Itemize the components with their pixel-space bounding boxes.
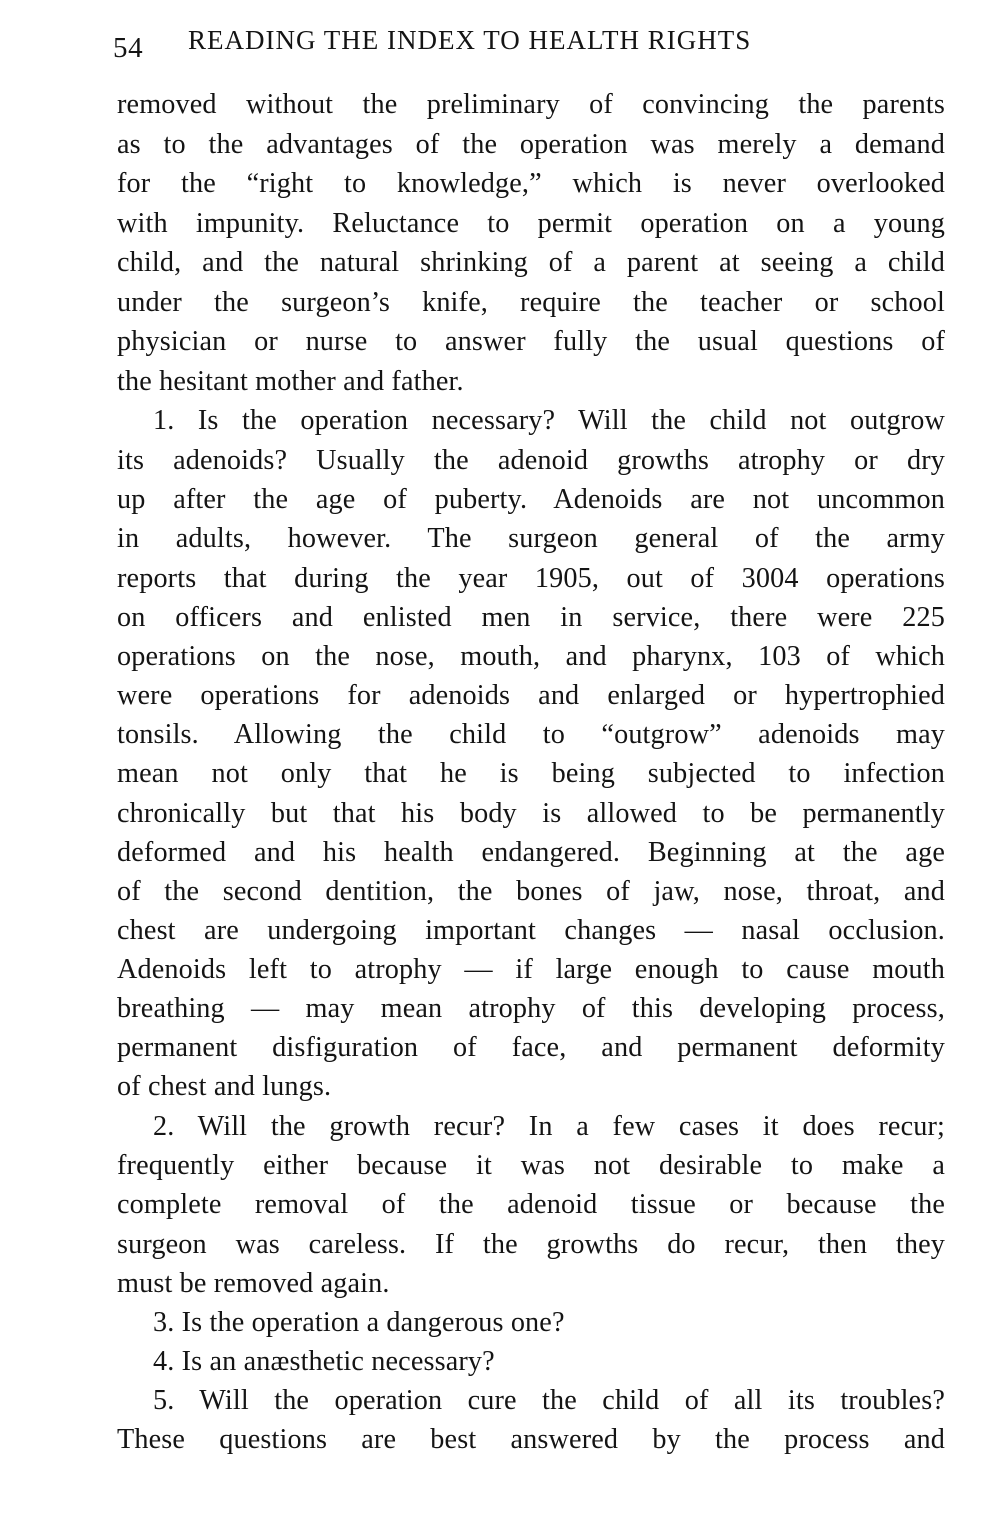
text-line: as to the advantages of the operation was merely a demand: [117, 129, 945, 160]
text-line: must be removed again.: [117, 1268, 390, 1299]
text-line: tonsils. Allowing the child to “outgrow” adenoids may: [117, 719, 945, 750]
text-line: child, and the natural shrinking of a parent at seeing a child: [117, 247, 945, 278]
text-line: of the second dentition, the bones of jaw, nose, throat, and: [117, 876, 945, 907]
text-line: operations on the nose, mouth, and pharynx, 103 of which: [117, 641, 945, 672]
text-line: chest are undergoing important changes — nasal occlusion.: [117, 915, 945, 946]
text-line: physician or nurse to answer fully the usual questions of: [117, 326, 945, 357]
text-line: complete removal of the adenoid tissue or because the: [117, 1189, 945, 1220]
text-line: reports that during the year 1905, out of 3004 operations: [117, 563, 945, 594]
text-line: the hesitant mother and father.: [117, 366, 464, 397]
text-line: mean not only that he is being subjected to infection: [117, 758, 945, 789]
text-line: of chest and lungs.: [117, 1071, 332, 1102]
text-line: with impunity. Reluctance to permit operation on a young: [117, 208, 945, 239]
text-line: chronically but that his body is allowed to be permanently: [117, 798, 945, 829]
text-line: frequently either because it was not desirable to make a: [117, 1150, 945, 1181]
question-2-line: 2. Will the growth recur? In a few cases it does recur;: [153, 1111, 945, 1142]
text-line: its adenoids? Usually the adenoid growths atrophy or dry: [117, 445, 945, 476]
page-number: 54: [113, 32, 144, 64]
text-line: surgeon was careless. If the growths do recur, then they: [117, 1229, 945, 1260]
question-1-line: 1. Is the operation necessary? Will the child not outgrow: [153, 405, 945, 436]
text-line: deformed and his health endangered. Beginning at the age: [117, 837, 945, 868]
running-title: READING THE INDEX TO HEALTH RIGHTS: [188, 25, 752, 55]
text-line: These questions are best answered by the process and: [117, 1424, 945, 1455]
text-line: up after the age of puberty. Adenoids are not uncommon: [117, 484, 945, 515]
text-line: were operations for adenoids and enlarged or hypertrophied: [117, 680, 945, 711]
text-line: permanent disfiguration of face, and permanent deformity: [117, 1032, 945, 1063]
text-line: breathing — may mean atrophy of this developing process,: [117, 993, 945, 1024]
text-line: under the surgeon’s knife, require the teacher or school: [117, 287, 945, 318]
text-line: Adenoids left to atrophy — if large enough to cause mouth: [117, 954, 945, 985]
text-line: in adults, however. The surgeon general of the army: [117, 523, 945, 554]
question-4-line: 4. Is an anæsthetic necessary?: [153, 1346, 495, 1377]
question-5-line: 5. Will the operation cure the child of all its troubles?: [153, 1385, 945, 1416]
text-line: for the “right to knowledge,” which is never overlooked: [117, 168, 945, 199]
question-3-line: 3. Is the operation a dangerous one?: [153, 1307, 565, 1338]
text-line: on officers and enlisted men in service, there were 225: [117, 602, 945, 633]
text-line: removed without the preliminary of convincing the parents: [117, 89, 945, 120]
